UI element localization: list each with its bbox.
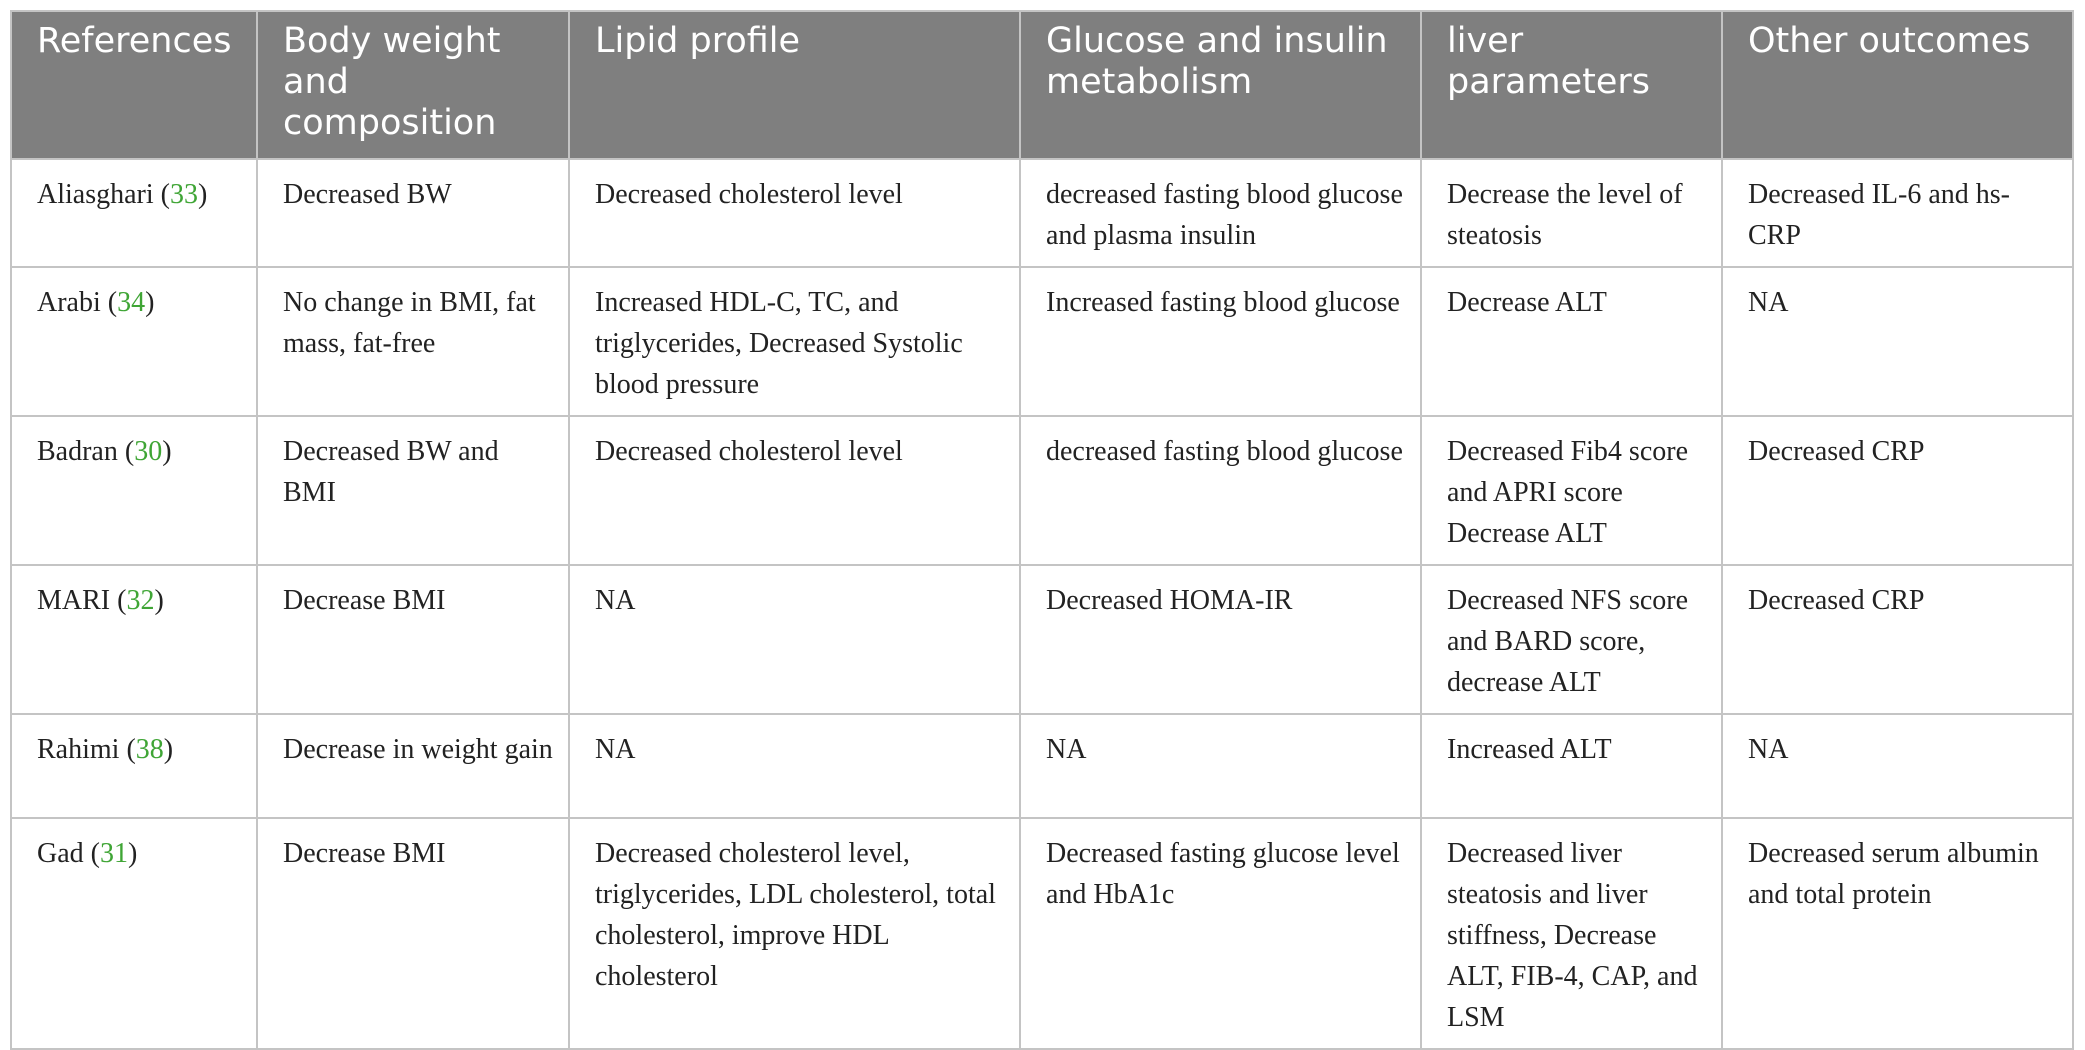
table-header-row — [11, 11, 2073, 159]
cell-body-weight: Decreased BW and BMI — [257, 416, 569, 565]
cell-other: Decreased CRP — [1722, 565, 2073, 714]
reference-link[interactable]: 30 — [134, 436, 163, 467]
cell-liver: Decreased liver steatosis and liver stiffness, Decrease ALT, FIB-4, CAP, and LSM — [1421, 818, 1722, 1049]
results-table — [10, 10, 2074, 1050]
cell-glucose: Decreased fasting glucose level and HbA1c — [1020, 818, 1421, 1049]
cell-lipid: Decreased cholesterol level, triglycerides, LDL cholesterol, total cholesterol, improve HDL cholesterol — [569, 818, 1020, 1049]
cell-body-weight: Decreased BW — [257, 159, 569, 267]
cell-reference: Arabi (34) — [11, 267, 257, 416]
cell-reference: MARI (32) — [11, 565, 257, 714]
author-name: Gad — [37, 838, 84, 869]
header-body-weight: Body weight and composition — [257, 11, 569, 159]
cell-lipid: Decreased cholesterol level — [569, 416, 1020, 565]
table-row — [11, 818, 2073, 1049]
cell-glucose: Decreased HOMA-IR — [1020, 565, 1421, 714]
cell-other: Decreased IL-6 and hs-CRP — [1722, 159, 2073, 267]
table-row — [11, 159, 2073, 267]
cell-body-weight: Decrease BMI — [257, 818, 569, 1049]
cell-glucose: decreased fasting blood glucose and plasma insulin — [1020, 159, 1421, 267]
header-liver-parameters: liver parameters — [1421, 11, 1722, 159]
cell-other: NA — [1722, 714, 2073, 818]
cell-reference: Aliasghari (33) — [11, 159, 257, 267]
author-name: Arabi — [37, 287, 101, 318]
reference-link[interactable]: 32 — [126, 585, 155, 616]
cell-body-weight: No change in BMI, fat mass, fat-free — [257, 267, 569, 416]
cell-liver: Decreased NFS score and BARD score, decrease ALT — [1421, 565, 1722, 714]
header-references: References — [11, 11, 257, 159]
table-row — [11, 714, 2073, 818]
cell-lipid: Increased HDL-C, TC, and triglycerides, Decreased Systolic blood pressure — [569, 267, 1020, 416]
header-glucose-insulin: Glucose and insulin metabolism — [1020, 11, 1421, 159]
reference-link[interactable]: 38 — [135, 734, 164, 765]
cell-glucose: decreased fasting blood glucose — [1020, 416, 1421, 565]
cell-other: Decreased CRP — [1722, 416, 2073, 565]
header-other-outcomes: Other outcomes — [1722, 11, 2073, 159]
cell-lipid: Decreased cholesterol level — [569, 159, 1020, 267]
reference-link[interactable]: 34 — [117, 287, 146, 318]
table-row — [11, 565, 2073, 714]
cell-other: NA — [1722, 267, 2073, 416]
results-table-container — [10, 10, 2072, 1050]
cell-other: Decreased serum albumin and total protein — [1722, 818, 2073, 1049]
table-row — [11, 416, 2073, 565]
cell-glucose: Increased fasting blood glucose — [1020, 267, 1421, 416]
cell-liver: Decrease the level of steatosis — [1421, 159, 1722, 267]
reference-link[interactable]: 33 — [169, 179, 198, 210]
cell-liver: Increased ALT — [1421, 714, 1722, 818]
cell-lipid: NA — [569, 714, 1020, 818]
cell-reference: Rahimi (38) — [11, 714, 257, 818]
author-name: Rahimi — [37, 734, 120, 765]
cell-liver: Decreased Fib4 score and APRI score Decrease ALT — [1421, 416, 1722, 565]
cell-glucose: NA — [1020, 714, 1421, 818]
cell-reference: Gad (31) — [11, 818, 257, 1049]
cell-lipid: NA — [569, 565, 1020, 714]
reference-link[interactable]: 31 — [99, 838, 128, 869]
cell-liver: Decrease ALT — [1421, 267, 1722, 416]
header-lipid-profile: Lipid profile — [569, 11, 1020, 159]
author-name: Badran — [37, 436, 118, 467]
author-name: Aliasghari — [37, 179, 154, 210]
cell-reference: Badran (30) — [11, 416, 257, 565]
cell-body-weight: Decrease BMI — [257, 565, 569, 714]
cell-body-weight: Decrease in weight gain — [257, 714, 569, 818]
author-name: MARI — [37, 585, 111, 616]
table-row — [11, 267, 2073, 416]
